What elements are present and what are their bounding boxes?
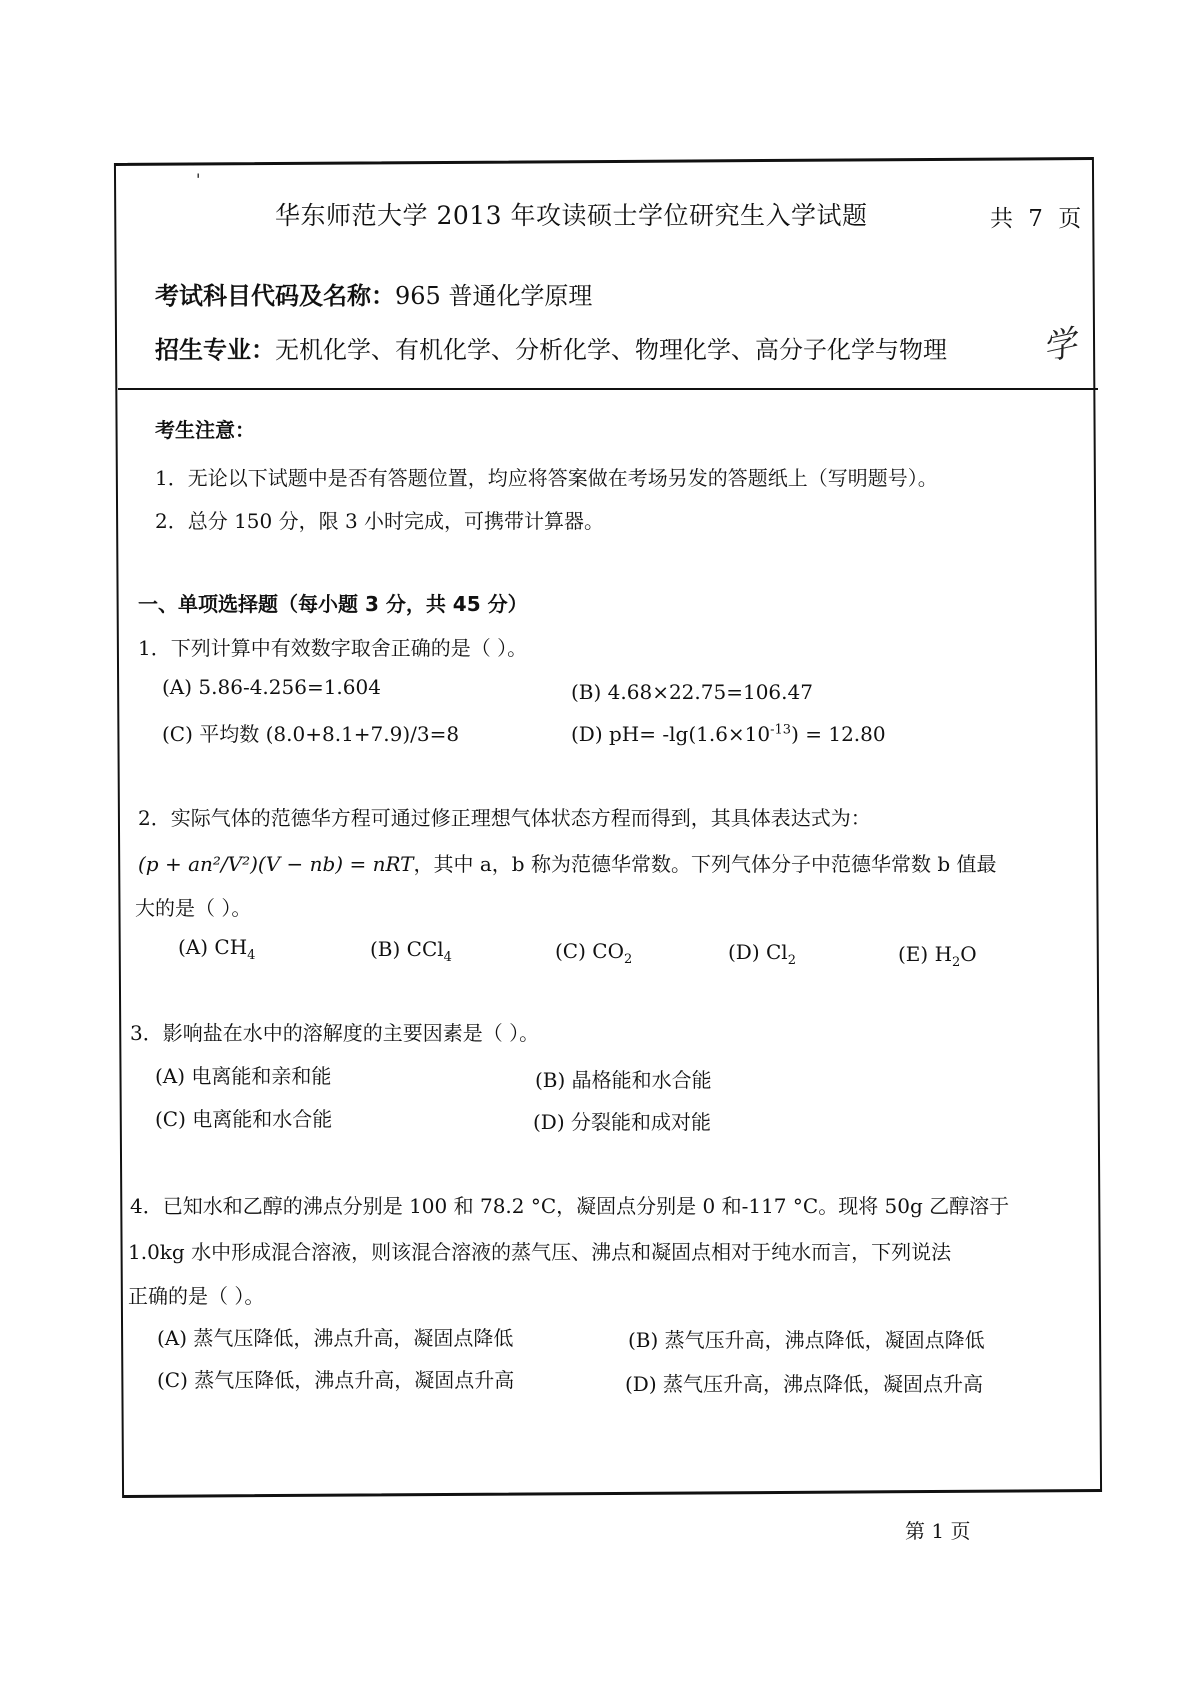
q2-option-e-text: (E) H (898, 942, 953, 966)
major-label: 招生专业： (155, 336, 275, 364)
q4-stem-3: 正确的是（ ）。 (128, 1284, 265, 1308)
subject-line (155, 276, 592, 311)
q2-option-d (728, 940, 796, 968)
q1-option-d-tail: ) = 12.80 (791, 722, 886, 746)
q2-stem-1: 2．实际气体的范德华方程可通过修正理想气体状态方程而得到，其具体表达式为： (138, 806, 871, 830)
notice-heading: 考生注意： (155, 418, 255, 442)
page-number: 第 1 页 (905, 1519, 971, 1543)
subject-label: 考试科目代码及名称： (155, 282, 395, 310)
q4-option-d: (D) 蒸气压升高，沸点降低，凝固点升高 (625, 1372, 983, 1396)
q1-option-d-text: (D) pH= -lg(1.6×10 (571, 722, 771, 746)
q4-stem-2: 1.0kg 水中形成混合溶液，则该混合溶液的蒸气压、沸点和凝固点相对于纯水而言，下列说法 (128, 1240, 952, 1264)
q2-option-c (555, 939, 632, 967)
q1-option-d (571, 722, 886, 746)
q2-option-c-sub: 2 (623, 952, 633, 967)
q2-option-e-sub: 2 (952, 955, 961, 970)
q1-stem: 1．下列计算中有效数字取舍正确的是（ ）。 (138, 636, 528, 660)
q2-option-a (178, 935, 255, 963)
q4-option-c: (C) 蒸气压降低，沸点升高，凝固点升高 (157, 1368, 515, 1392)
q3-stem: 3．影响盐在水中的溶解度的主要因素是（ ）。 (130, 1021, 540, 1045)
q4-stem-1: 4．已知水和乙醇的沸点分别是 100 和 78.2 °C，凝固点分别是 0 和-117 °C。现将 50g 乙醇溶于 (130, 1194, 1010, 1218)
exam-title: 华东师范大学 2013 年攻读硕士学位研究生入学试题 (275, 201, 868, 230)
q2-option-b (370, 937, 452, 965)
q1-option-b: (B) 4.68×22.75=106.47 (571, 680, 813, 704)
stray-mark: ' (196, 170, 201, 189)
header-divider (118, 388, 1098, 390)
q1-option-a: (A) 5.86-4.256=1.604 (162, 675, 381, 699)
q2-option-d-text: (D) Cl (728, 940, 788, 964)
q2-option-e (898, 942, 977, 970)
q2-option-b-sub: 4 (443, 950, 452, 965)
major-value: 无机化学、有机化学、分析化学、物理化学、高分子化学与物理 (275, 336, 947, 364)
q3-option-a: (A) 电离能和亲和能 (155, 1064, 332, 1088)
q4-option-a: (A) 蒸气压降低，沸点升高，凝固点降低 (157, 1326, 514, 1350)
q2-option-d-sub: 2 (787, 953, 796, 968)
q3-option-d: (D) 分裂能和成对能 (533, 1110, 711, 1134)
total-pages: 共 7 页 (990, 206, 1086, 232)
q3-option-c: (C) 电离能和水合能 (155, 1107, 333, 1131)
q2-option-b-text: (B) CCl (370, 937, 444, 961)
subject-value: 965 普通化学原理 (395, 282, 593, 310)
q3-option-b: (B) 晶格能和水合能 (535, 1068, 712, 1092)
q2-option-c-text: (C) CO (555, 939, 624, 963)
handwritten-mark: 学 (1038, 322, 1081, 370)
q1-option-c: (C) 平均数 (8.0+8.1+7.9)/3=8 (162, 722, 460, 746)
q2-option-a-sub: 4 (247, 948, 256, 963)
q2-option-e-tail: O (960, 942, 977, 966)
notice-item-2: 2．总分 150 分，限 3 小时完成，可携带计算器。 (155, 509, 605, 533)
q2-stem-2 (138, 848, 996, 877)
q1-option-d-exp: -13 (770, 722, 792, 738)
notice-item-1: 1．无论以下试题中是否有答题位置，均应将答案做在考场另发的答题纸上（写明题号）。 (155, 466, 938, 490)
q2-stem-2-text: ，其中 a，b 称为范德华常数。下列气体分子中范德华常数 b 值最 (413, 852, 997, 876)
q2-stem-3: 大的是（ ）。 (135, 896, 252, 920)
q2-option-a-text: (A) CH (178, 935, 248, 959)
q2-formula: (p + an²/V²)(V − nb) = nRT (138, 852, 414, 876)
major-line (155, 330, 947, 365)
q4-option-b: (B) 蒸气压升高，沸点降低，凝固点降低 (628, 1328, 985, 1352)
section-heading: 一、单项选择题（每小题 3 分，共 45 分） (138, 592, 528, 616)
